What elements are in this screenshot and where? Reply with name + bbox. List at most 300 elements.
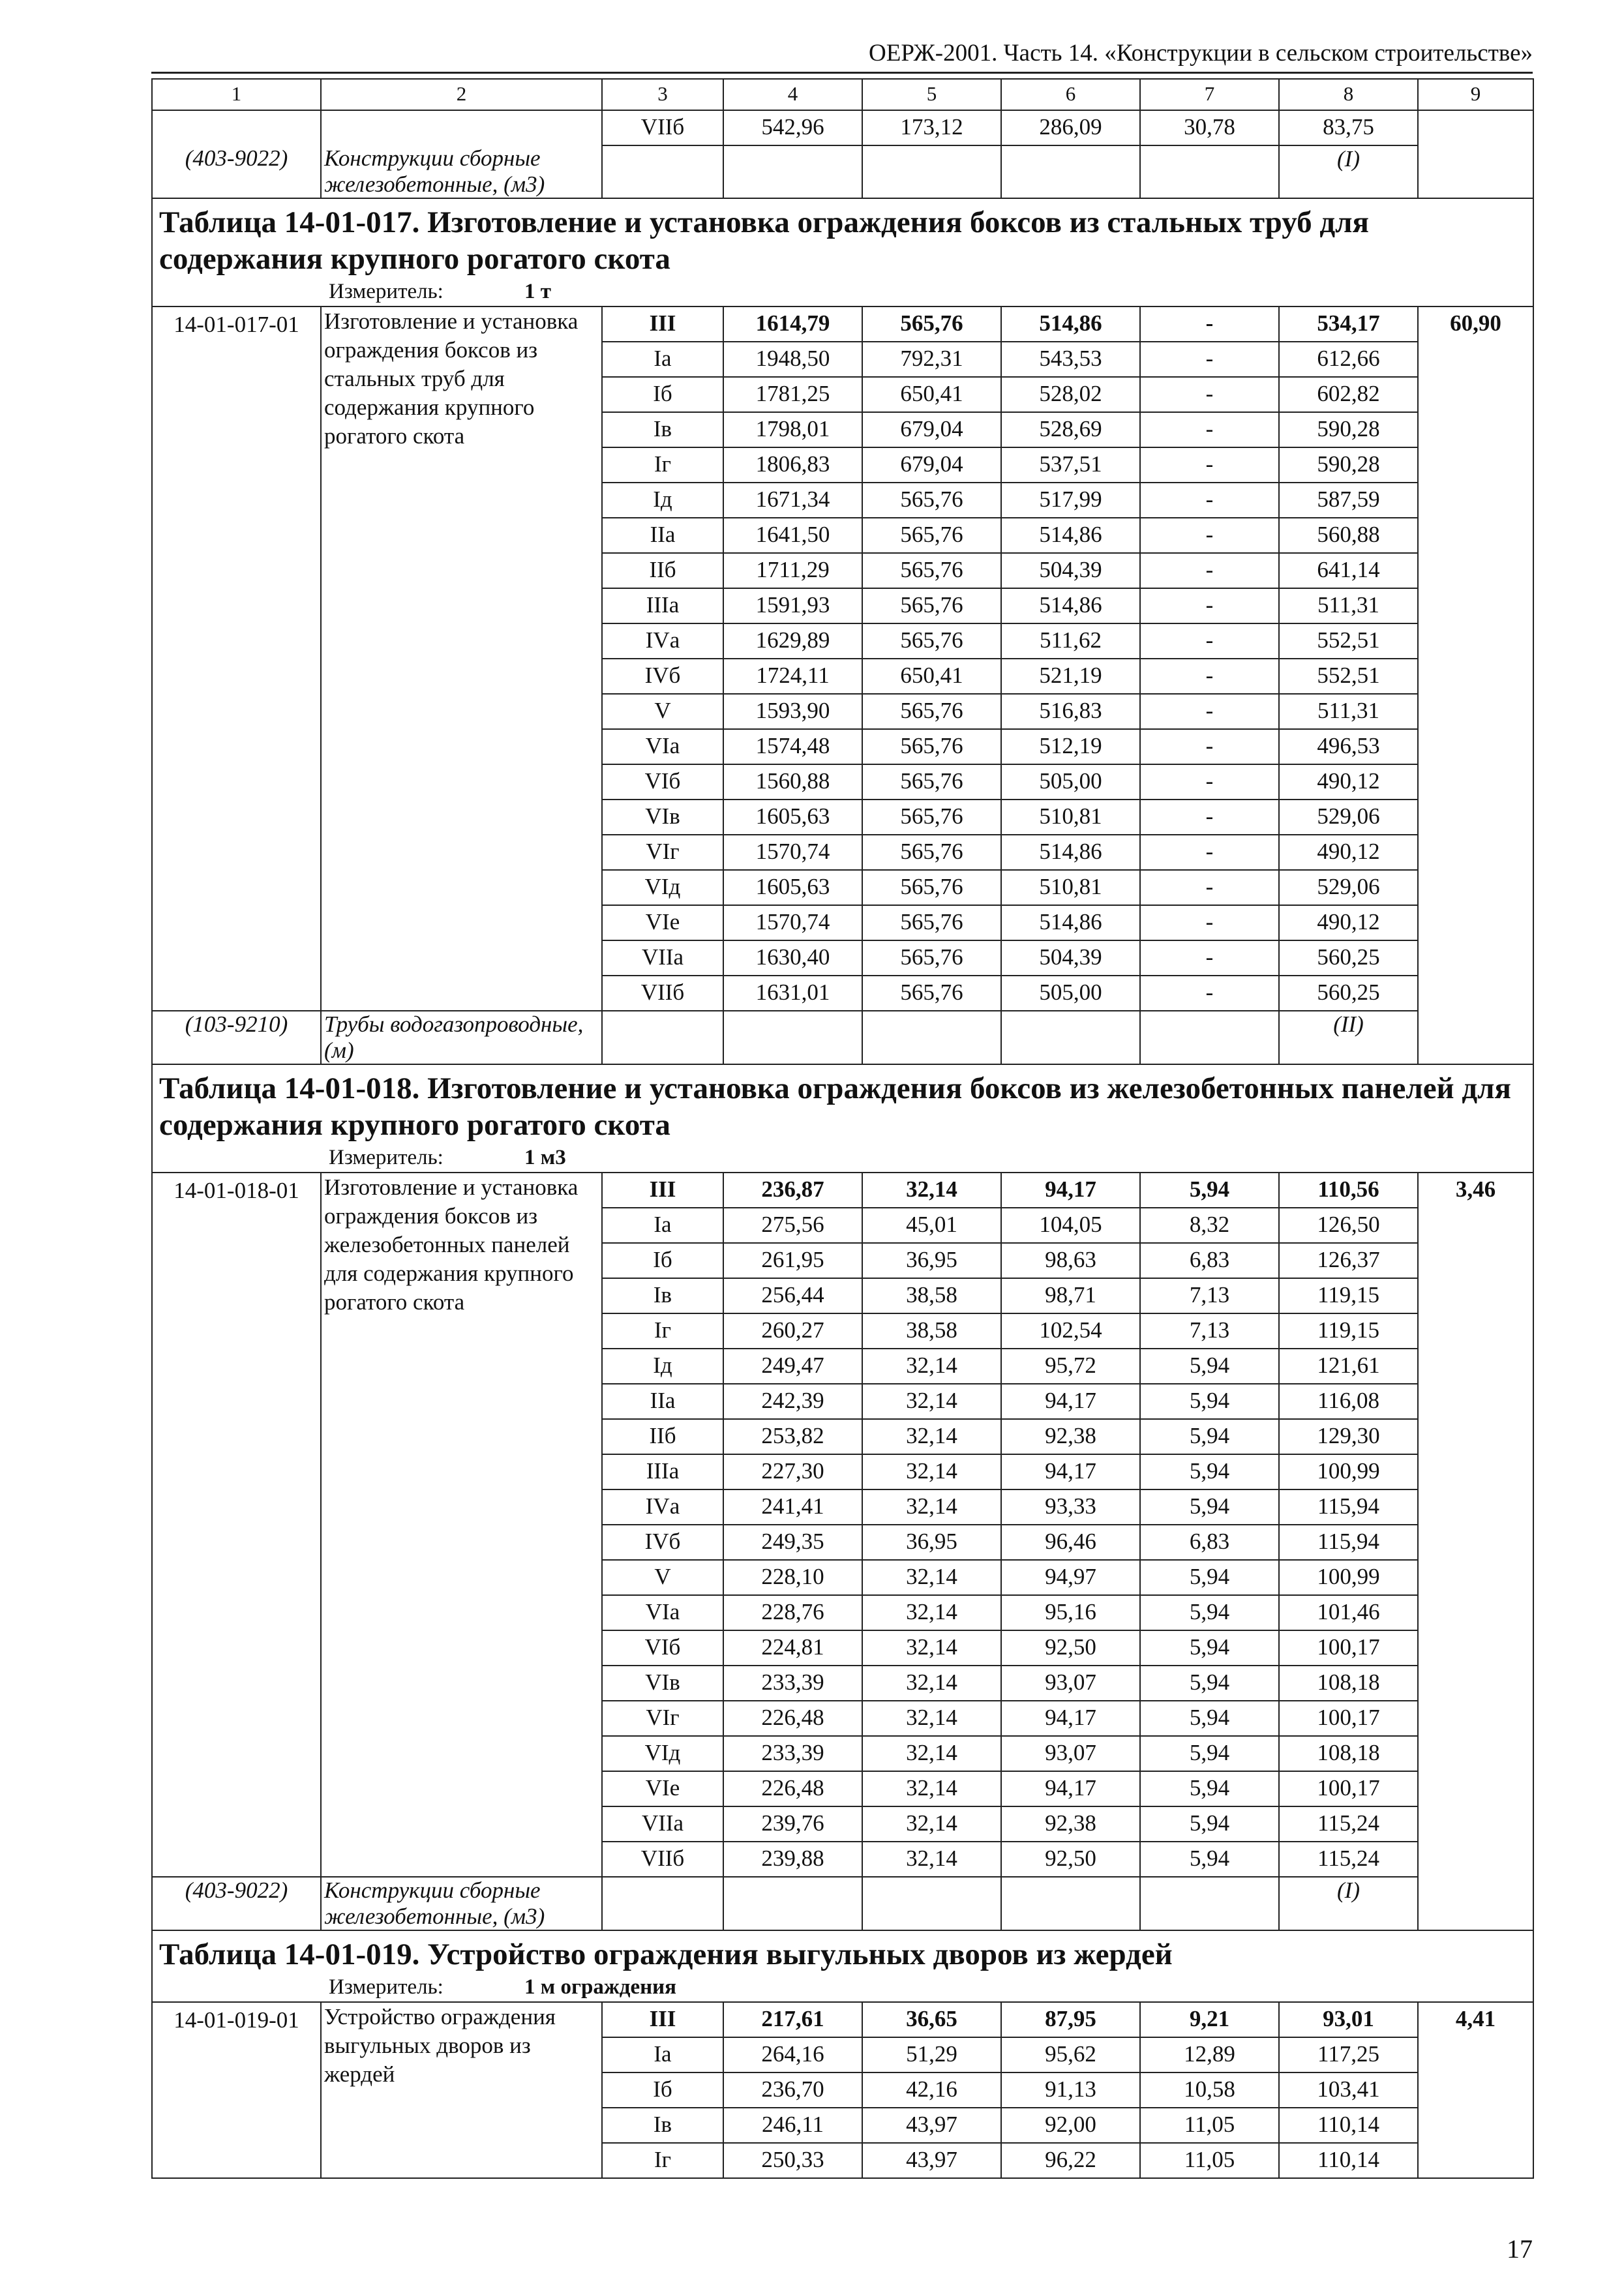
resource-group: (II) [1279,1011,1418,1064]
blank-cell [1001,1011,1140,1064]
value-cell: 1631,01 [723,976,862,1011]
column-number: 7 [1140,79,1279,110]
blank-cell [1001,145,1140,198]
value-cell: 94,17 [1001,1701,1140,1736]
zone-cell: IVа [602,623,723,659]
value-cell: 1798,01 [723,412,862,447]
value-cell: 96,22 [1001,2143,1140,2178]
value-cell: - [1140,694,1279,729]
value-cell: 100,99 [1279,1560,1418,1595]
value-cell: - [1140,412,1279,447]
value-cell: 43,97 [862,2143,1001,2178]
table-row [152,307,1533,342]
zone-cell: III [602,2002,723,2037]
value-cell: 233,39 [723,1666,862,1701]
zone-cell: Iа [602,2037,723,2072]
value-cell: 650,41 [862,659,1001,694]
blank-cell [602,1011,723,1064]
value-cell: 565,76 [862,307,1001,342]
blank-cell [723,1877,862,1930]
zone-cell: IVа [602,1489,723,1525]
value-cell: 516,83 [1001,694,1140,729]
value-cell: 565,76 [862,623,1001,659]
column-number: 3 [602,79,723,110]
resource-name: Трубы водогазопроводные, (м) [321,1011,602,1064]
value-cell: 249,47 [723,1349,862,1384]
value-cell: 173,12 [862,110,1001,145]
value-cell: 7,13 [1140,1278,1279,1313]
value-cell: 514,86 [1001,518,1140,553]
unit-value: 1 м3 [524,1146,566,1169]
value-cell: 239,88 [723,1842,862,1877]
zone-cell: Iб [602,2072,723,2108]
value-cell: 1570,74 [723,835,862,870]
value-cell: 792,31 [862,342,1001,377]
value-cell: 650,41 [862,377,1001,412]
value-cell: 92,50 [1001,1842,1140,1877]
value-cell: 612,66 [1279,342,1418,377]
value-cell: 98,63 [1001,1243,1140,1278]
rate-description: Изготовление и установка ограждения боксов из железобетонных панелей для содержания крупного рогатого скота [321,1173,602,1877]
value-cell: 101,46 [1279,1595,1418,1630]
value-cell: 119,15 [1279,1313,1418,1349]
value-cell: 5,94 [1140,1489,1279,1525]
zone-cell: Iг [602,2143,723,2178]
value-cell: 511,62 [1001,623,1140,659]
value-cell: 264,16 [723,2037,862,2072]
value-cell: - [1140,377,1279,412]
value-cell: 108,18 [1279,1736,1418,1771]
value-cell: 228,10 [723,1560,862,1595]
value-cell: 1781,25 [723,377,862,412]
value-cell: 10,58 [1140,2072,1279,2108]
zone-cell: VIIб [602,1842,723,1877]
zone-cell: Iг [602,1313,723,1349]
value-cell: 490,12 [1279,835,1418,870]
value-cell: 587,59 [1279,483,1418,518]
value-cell: 510,81 [1001,800,1140,835]
unit-row [152,1143,1533,1173]
column-number: 6 [1001,79,1140,110]
value-cell: 115,24 [1279,1842,1418,1877]
value-cell: 239,76 [723,1806,862,1842]
value-cell: 529,06 [1279,800,1418,835]
value-cell: 5,94 [1140,1701,1279,1736]
blank-cell [602,1877,723,1930]
value-cell: 565,76 [862,976,1001,1011]
value-cell: 5,94 [1140,1173,1279,1208]
value-cell: 528,69 [1001,412,1140,447]
col9-value: 60,90 [1418,307,1533,1064]
column-number: 8 [1279,79,1418,110]
value-cell: 1570,74 [723,905,862,940]
value-cell: 51,29 [862,2037,1001,2072]
resource-row [152,1011,1533,1064]
value-cell: 226,48 [723,1701,862,1736]
value-cell: 102,54 [1001,1313,1140,1349]
value-cell: 121,61 [1279,1349,1418,1384]
carryover-resource-row [152,145,1533,198]
value-cell: 5,94 [1140,1630,1279,1666]
value-cell: 1614,79 [723,307,862,342]
value-cell: 87,95 [1001,2002,1140,2037]
value-cell: 100,99 [1279,1454,1418,1489]
rate-description: Изготовление и установка ограждения боксов из стальных труб для содержания крупного рогатого скота [321,307,602,1011]
zone-cell: VIа [602,1595,723,1630]
value-cell: 32,14 [862,1173,1001,1208]
value-cell: 253,82 [723,1419,862,1454]
zone-cell: VIе [602,905,723,940]
blank-cell [862,1877,1001,1930]
zone-cell: III [602,307,723,342]
value-cell: 110,14 [1279,2143,1418,2178]
column-number: 4 [723,79,862,110]
value-cell: 94,17 [1001,1771,1140,1806]
value-cell: 32,14 [862,1736,1001,1771]
value-cell: 261,95 [723,1243,862,1278]
value-cell: 5,94 [1140,1349,1279,1384]
value-cell: - [1140,940,1279,976]
value-cell: 126,37 [1279,1243,1418,1278]
value-cell: 249,35 [723,1525,862,1560]
rate-code: 14-01-018-01 [152,1173,321,1877]
value-cell: 45,01 [862,1208,1001,1243]
unit-cell [152,277,1533,307]
value-cell: 110,14 [1279,2108,1418,2143]
value-cell: 560,88 [1279,518,1418,553]
zone-cell: Iв [602,412,723,447]
zone-cell: VIд [602,870,723,905]
value-cell: - [1140,729,1279,764]
value-cell: - [1140,483,1279,518]
value-cell: 100,17 [1279,1701,1418,1736]
rate-description: Устройство ограждения выгульных дворов из жердей [321,2002,602,2178]
value-cell: 38,58 [862,1278,1001,1313]
value-cell: 1591,93 [723,588,862,623]
unit-row [152,277,1533,307]
value-cell: 115,94 [1279,1525,1418,1560]
unit-cell [152,1973,1533,2002]
value-cell: 6,83 [1140,1243,1279,1278]
value-cell: 94,17 [1001,1454,1140,1489]
zone-cell: VIв [602,1666,723,1701]
value-cell: 5,94 [1140,1419,1279,1454]
zone-cell: IIа [602,1384,723,1419]
value-cell: 565,76 [862,940,1001,976]
rates-table [151,78,1534,2179]
table-row [152,2002,1533,2037]
value-cell: 42,16 [862,2072,1001,2108]
value-cell: 32,14 [862,1666,1001,1701]
zone-cell: Iд [602,483,723,518]
value-cell: 552,51 [1279,659,1418,694]
value-cell: 32,14 [862,1349,1001,1384]
value-cell: 226,48 [723,1771,862,1806]
value-cell: 560,25 [1279,940,1418,976]
value-cell: 5,94 [1140,1454,1279,1489]
value-cell: VIIб [602,110,723,145]
zone-cell: IIIа [602,1454,723,1489]
value-cell: 1605,63 [723,800,862,835]
value-cell: 565,76 [862,835,1001,870]
value-cell: 93,07 [1001,1736,1140,1771]
zone-cell: Iб [602,377,723,412]
value-cell: 528,02 [1001,377,1140,412]
unit-label: Измеритель: [329,1975,444,1999]
value-cell: 32,14 [862,1771,1001,1806]
blank-cell [1140,1877,1279,1930]
value-cell: 9,21 [1140,2002,1279,2037]
value-cell: 286,09 [1001,110,1140,145]
value-cell: 542,96 [723,110,862,145]
value-cell: 93,33 [1001,1489,1140,1525]
value-cell: 1641,50 [723,518,862,553]
value-cell: 95,72 [1001,1349,1140,1384]
zone-cell: V [602,694,723,729]
value-cell: 119,15 [1279,1278,1418,1313]
value-cell: 94,17 [1001,1384,1140,1419]
value-cell: 565,76 [862,905,1001,940]
value-cell: 5,94 [1140,1666,1279,1701]
value-cell: 1560,88 [723,764,862,800]
value-cell: - [1140,588,1279,623]
zone-cell: VIв [602,800,723,835]
value-cell: 565,76 [862,694,1001,729]
blank-cell [1140,145,1279,198]
value-cell: 5,94 [1140,1384,1279,1419]
value-cell: 38,58 [862,1313,1001,1349]
value-cell: 679,04 [862,412,1001,447]
value-cell: 91,13 [1001,2072,1140,2108]
zone-cell: VIб [602,764,723,800]
value-cell: 512,19 [1001,729,1140,764]
value-cell: 32,14 [862,1384,1001,1419]
resource-code: (103-9210) [152,1011,321,1064]
value-cell: 1593,90 [723,694,862,729]
value-cell: 108,18 [1279,1666,1418,1701]
value-cell: 30,78 [1140,110,1279,145]
value-cell: 552,51 [1279,623,1418,659]
value-cell: 246,11 [723,2108,862,2143]
table-title-row [152,198,1533,277]
value-cell: 1806,83 [723,447,862,483]
zone-cell: VIIб [602,976,723,1011]
blank-cell [862,1011,1001,1064]
header-rule [151,72,1533,74]
value-cell: 534,17 [1279,307,1418,342]
value-cell: - [1140,835,1279,870]
value-cell: 517,99 [1001,483,1140,518]
zone-cell: VIб [602,1630,723,1666]
resource-group: (I) [1279,1877,1418,1930]
blank-cell [723,1011,862,1064]
value-cell: 100,17 [1279,1630,1418,1666]
value-cell: 36,95 [862,1525,1001,1560]
unit-label: Измеритель: [329,280,444,303]
value-cell: 241,41 [723,1489,862,1525]
zone-cell: VIг [602,1701,723,1736]
page-number: 17 [1507,2234,1533,2264]
rate-code: 14-01-019-01 [152,2002,321,2178]
value-cell: 217,61 [723,2002,862,2037]
zone-cell: Iв [602,2108,723,2143]
value-cell: 260,27 [723,1313,862,1349]
value-cell: - [1140,905,1279,940]
value-cell: 115,94 [1279,1489,1418,1525]
column-number: 1 [152,79,321,110]
value-cell: 36,65 [862,2002,1001,2037]
blank-cell [1001,1877,1140,1930]
value-cell: 43,97 [862,2108,1001,2143]
value-cell: - [1140,447,1279,483]
value-cell: 1948,50 [723,342,862,377]
resource-group: (I) [1279,145,1418,198]
column-number: 2 [321,79,602,110]
value-cell: 236,70 [723,2072,862,2108]
value-cell: 5,94 [1140,1595,1279,1630]
zone-cell: IIб [602,553,723,588]
value-cell: 565,76 [862,800,1001,835]
value-cell: 233,39 [723,1736,862,1771]
resource-name: Конструкции сборные железобетонные, (м3) [321,1877,602,1930]
value-cell: - [1140,623,1279,659]
value-cell: - [1140,976,1279,1011]
value-cell: 537,51 [1001,447,1140,483]
value-cell: 129,30 [1279,1419,1418,1454]
zone-cell: IIб [602,1419,723,1454]
value-cell: 32,14 [862,1560,1001,1595]
zone-cell: VIд [602,1736,723,1771]
value-cell: 93,01 [1279,2002,1418,2037]
column-number: 5 [862,79,1001,110]
rates-table-body [152,79,1533,2178]
zone-cell: Iв [602,1278,723,1313]
value-cell: 242,39 [723,1384,862,1419]
value-cell: 98,71 [1001,1278,1140,1313]
value-cell: 96,46 [1001,1525,1140,1560]
value-cell: 514,86 [1001,905,1140,940]
value-cell: 1629,89 [723,623,862,659]
value-cell: 83,75 [1279,110,1418,145]
zone-cell: VIIа [602,940,723,976]
unit-value: 1 м ограждения [524,1975,676,1999]
value-cell: 529,06 [1279,870,1418,905]
carryover-row [152,110,1533,145]
zone-cell: Iд [602,1349,723,1384]
value-cell: 565,76 [862,729,1001,764]
value-cell: 1711,29 [723,553,862,588]
value-cell: 94,17 [1001,1173,1140,1208]
table-title-row [152,1064,1533,1143]
value-cell: 543,53 [1001,342,1140,377]
column-number: 9 [1418,79,1533,110]
value-cell: 565,76 [862,870,1001,905]
value-cell: 565,76 [862,518,1001,553]
value-cell: 32,14 [862,1595,1001,1630]
value-cell: 514,86 [1001,835,1140,870]
value-cell: 12,89 [1140,2037,1279,2072]
zone-cell: VIе [602,1771,723,1806]
blank-cell [602,145,723,198]
table-row [152,1173,1533,1208]
zone-cell: V [602,1560,723,1595]
value-cell: 510,81 [1001,870,1140,905]
value-cell: 95,62 [1001,2037,1140,2072]
value-cell: 602,82 [1279,377,1418,412]
value-cell: 490,12 [1279,905,1418,940]
value-cell: 32,14 [862,1806,1001,1842]
value-cell: 5,94 [1140,1560,1279,1595]
zone-cell: IVб [602,1525,723,1560]
value-cell: 590,28 [1279,447,1418,483]
value-cell: 490,12 [1279,764,1418,800]
value-cell: 7,13 [1140,1313,1279,1349]
value-cell: 511,31 [1279,694,1418,729]
value-cell: 679,04 [862,447,1001,483]
value-cell: - [1140,307,1279,342]
value-cell: 1671,34 [723,483,862,518]
zone-cell: Iг [602,447,723,483]
value-cell: 116,08 [1279,1384,1418,1419]
value-cell: 95,16 [1001,1595,1140,1630]
value-cell: 565,76 [862,588,1001,623]
blank-cell [1418,145,1533,198]
resource-name: Конструкции сборные железобетонные, (м3) [321,145,602,198]
value-cell: 104,05 [1001,1208,1140,1243]
value-cell: 256,44 [723,1278,862,1313]
value-cell: - [1140,342,1279,377]
value-cell: - [1140,659,1279,694]
zone-cell: Iа [602,342,723,377]
table-title-row [152,1930,1533,1973]
value-cell: 36,95 [862,1243,1001,1278]
value-cell: 227,30 [723,1454,862,1489]
table-title: Таблица 14-01-019. Устройство ограждения выгульных дворов из жердей [152,1930,1533,1973]
value-cell: 641,14 [1279,553,1418,588]
value-cell: 11,05 [1140,2143,1279,2178]
unit-value: 1 т [524,280,551,303]
table-title: Таблица 14-01-017. Изготовление и установка ограждения боксов из стальных труб для содержания крупного рогатого скота [152,198,1533,277]
value-cell: 560,25 [1279,976,1418,1011]
value-cell: 521,19 [1001,659,1140,694]
value-cell: 1574,48 [723,729,862,764]
resource-row [152,1877,1533,1930]
value-cell: 5,94 [1140,1806,1279,1842]
value-cell: 1605,63 [723,870,862,905]
column-numbers-row [152,79,1533,110]
value-cell: - [1140,764,1279,800]
value-cell: - [1140,800,1279,835]
value-cell: 236,87 [723,1173,862,1208]
value-cell: 32,14 [862,1701,1001,1736]
unit-label: Измеритель: [329,1146,444,1169]
table-title: Таблица 14-01-018. Изготовление и установка ограждения боксов из железобетонных панелей для содержания крупного рогатого скота [152,1064,1533,1143]
value-cell: 32,14 [862,1419,1001,1454]
blank-cell [321,110,602,145]
value-cell: 496,53 [1279,729,1418,764]
blank-cell [1418,110,1533,145]
blank-cell [862,145,1001,198]
value-cell: 32,14 [862,1454,1001,1489]
value-cell: 5,94 [1140,1771,1279,1806]
value-cell: 93,07 [1001,1666,1140,1701]
value-cell: 505,00 [1001,976,1140,1011]
value-cell: - [1140,870,1279,905]
value-cell: 8,32 [1140,1208,1279,1243]
value-cell: 92,38 [1001,1806,1140,1842]
value-cell: 92,38 [1001,1419,1140,1454]
zone-cell: IVб [602,659,723,694]
